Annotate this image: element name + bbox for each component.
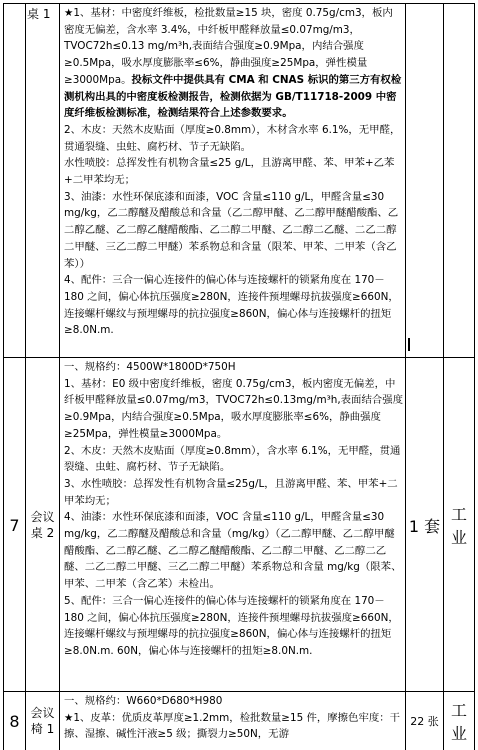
product-type: 工业: [450, 505, 467, 547]
spec-text: ★1、皮革：优质皮革厚度≥1.2mm，检批数量≥15 件，摩擦色牢度：干擦、湿擦、碱性汗液≥5 级；撕裂力≥50N，无游: [64, 711, 401, 741]
type-cell: [443, 4, 475, 358]
item-name-cell: [25, 358, 59, 692]
spec-text: 1、基材：E0 级中密度纤维板，密度 0.75g/cm3，板内密度无偏差，中纤板甲醛释放量≤0.07mg/m3，TVOC72h≤0.13mg/m³h,表面结合强度≥0.9Mpa，内结合强度≥0.5Mpa，吸水厚度膨胀率≤6%，静曲强度≥25Mpa，弹性模量≥3000Mpa。: [64, 377, 404, 440]
spec-text: 2、木皮：天然木皮贴面（厚度≥0.8mm），木材含水率 6.1%，无甲醛，贯通裂缝、虫蛀、腐朽材、节子无缺陷。: [64, 123, 401, 153]
spec-text: 水性喷胶：总挥发性有机物含量≤25 g/L，且游离甲醛、苯、甲苯+乙苯+二甲苯均无；: [64, 157, 395, 187]
spec-text: 一、规格约：4500W*1800D*750H: [64, 361, 236, 373]
spec-text: 5、配件：三合一偏心连接件的偏心体与连接螺杆的锁紧角度在 170－180 之间，偏心体抗压强度≥280N，连接件预埋螺母抗拔强度≥660N，连接螺杆螺纹与预埋螺母的抗拉强度≥860N，偏心体与连接螺杆的扭矩≥8.0N.m. 60N，偏心体与连接螺杆的扭矩≥8.0N.m.: [64, 594, 399, 657]
spec-text: 4、油漆：水性环保底漆和面漆，VOC 含量≤110 g/L，甲醛含量≤30 mg/kg，乙二醇醚及醋酸总和含量（mg/kg）（乙二醇甲醚、乙二醇甲醚醋酸酯、乙二醇乙醚、乙二醇乙醚醋酸酯、乙二醇二甲醚、乙二醇二乙醚、二乙二醇二甲醚、三乙二醇二甲醚）苯系物总和含量 mg/kg（限苯、甲苯、二甲苯（含乙苯）未检出。: [64, 511, 402, 591]
quantity-cell: [405, 358, 443, 692]
text-cursor-mark: [408, 338, 410, 351]
row-number: 7: [9, 515, 20, 535]
spec-text: 2、木皮：天然木皮贴面（厚度≥0.8mm），含水率 6.1%，无甲醛，贯通裂缝、虫蛀、腐朽材、节子无缺陷。: [64, 444, 401, 474]
item-name: 会议桌 2: [30, 510, 55, 540]
row-number: 8: [9, 711, 20, 731]
quantity: 1 套: [408, 516, 441, 536]
row-number-cell: [3, 4, 25, 358]
spec-text-bold: 投标文件中提供具有 CMA 和 CNAS 标识的第三方有权检测机构出具的中密度板检测报告，检测依据为 GB/T11718-2009 中密度纤维板检测标准，检测结果符合上述参数要求。: [64, 73, 402, 120]
spec-text: 3、水性喷胶：总挥发性有机物含量≤25g/L，且游离甲醛、苯、甲苯+二甲苯均无；: [64, 477, 398, 507]
quantity-cell: [405, 4, 443, 358]
item-name-cell: [25, 4, 59, 358]
quantity: 22 张: [410, 715, 439, 728]
spec-cell: [59, 692, 405, 750]
spec-cell: [59, 4, 405, 358]
item-name: 会议椅 1: [30, 706, 55, 736]
row-number-cell: [3, 692, 25, 750]
spec-text: 3、油漆：水性环保底漆和面漆，VOC 含量≤110 g/L，甲醛含量≤30 mg/kg，乙二醇醚及醋酸总和含量（乙二醇甲醚、乙二醇甲醚醋酸酯、乙二醇乙醚、乙二醇乙醚醋酸酯、乙二醇二甲醚、乙二醇二乙醚、二乙二醇二甲醚、三乙二醇二甲醚）苯系物总和含量（限苯、甲苯、二甲苯（含乙苯））: [64, 190, 399, 270]
type-cell: [443, 358, 475, 692]
row-number-cell: [3, 358, 25, 692]
spec-text: 一、规格约：W660*D680*H980: [64, 695, 223, 707]
table-row: [3, 691, 475, 750]
table-row: [3, 357, 475, 692]
quantity-cell: [405, 692, 443, 750]
spec-cell: [59, 358, 405, 692]
table-row: [3, 3, 475, 358]
product-type: 工业: [450, 701, 467, 743]
item-name-cell: [25, 692, 59, 750]
spec-text: ★1、基材：中密度纤维板，检批数量≥15 块，密度 0.75g/cm3，板内密度无偏差，含水率 3.4%，中纤板甲醛释放量≤0.07mg/m3，TVOC72h≤0.13 mg/m³h,表面结合强度≥0.9Mpa，内结合强度≥0.5Mpa，吸水厚度膨胀率≤6%，静曲强度≥25Mpa，弹性模量≥3000Mpa。: [64, 7, 393, 86]
spec-text: 4、配件：三合一偏心连接件的偏心体与连接螺杆的锁紧角度在 170－180 之间，偏心体抗压强度≥280N，连接件预埋螺母抗拔强度≥660N，连接螺杆螺纹与预埋螺母的抗拉强度≥860N，偏心体与连接螺杆的扭矩≥8.0N.m.: [64, 274, 399, 337]
type-cell: [443, 692, 475, 750]
item-name: 桌 1: [27, 7, 51, 21]
